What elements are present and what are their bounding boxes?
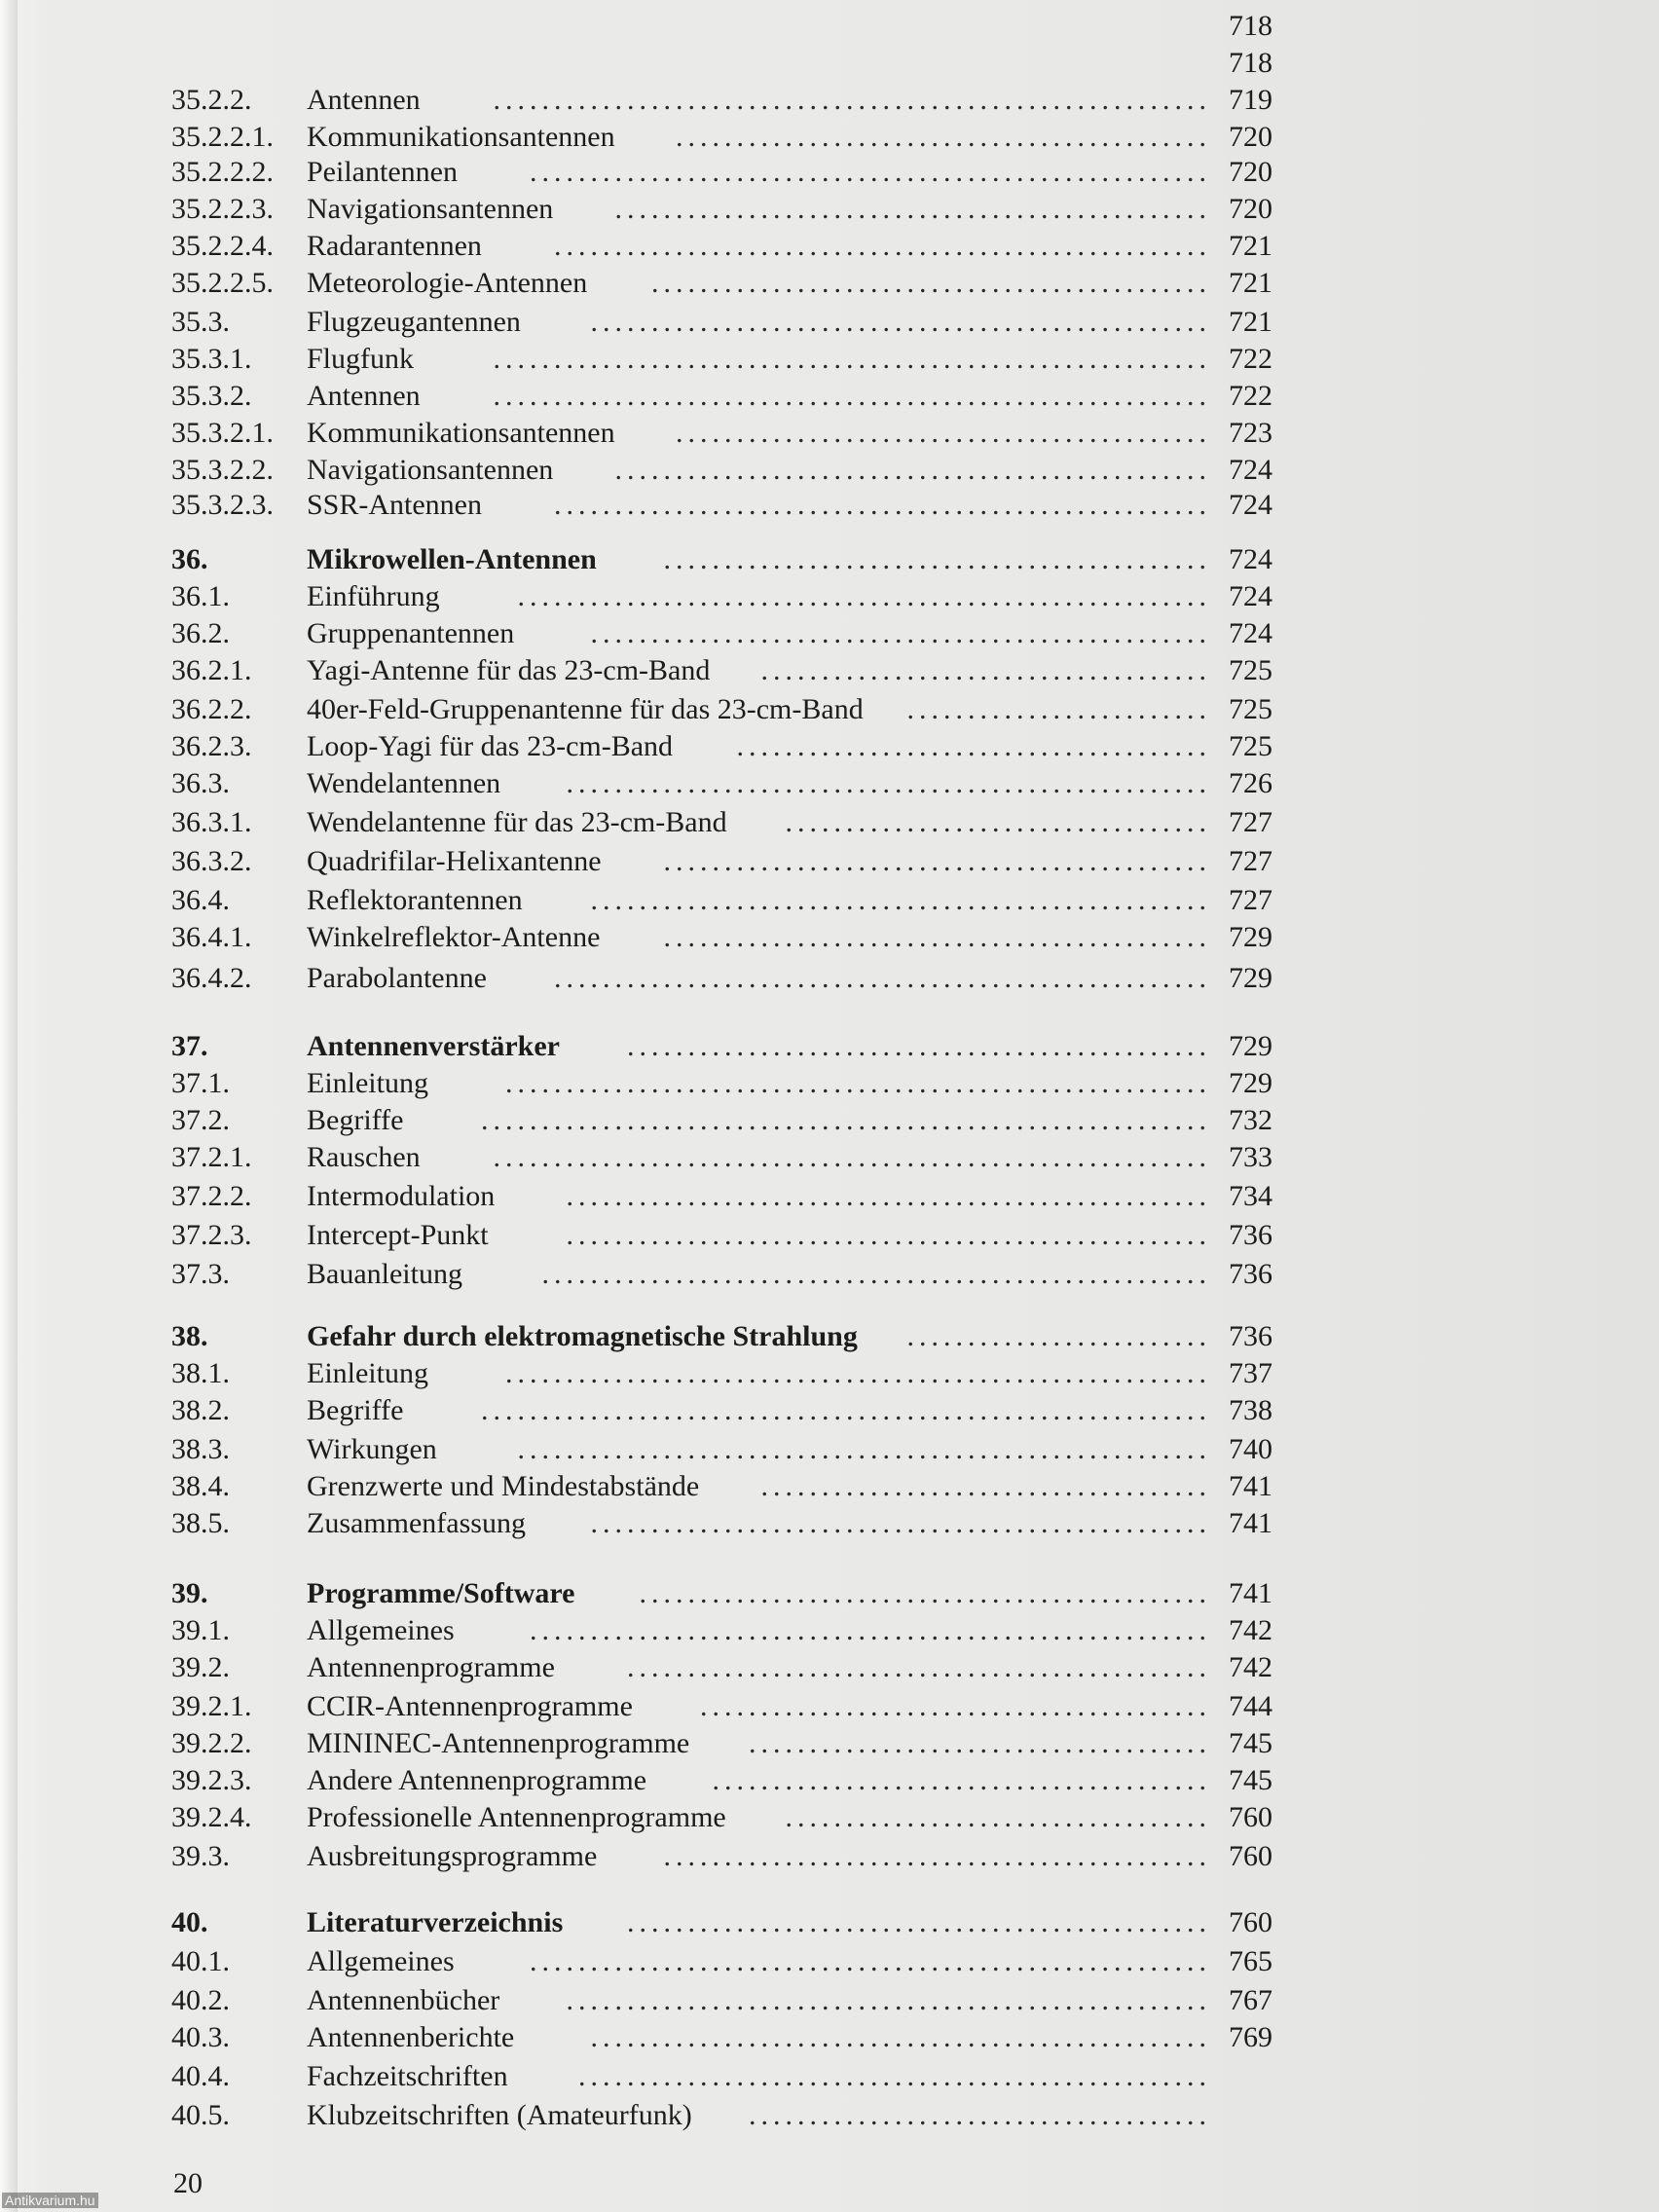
toc-entry-page: 767 (1229, 1984, 1272, 2016)
toc-chapter-entry (0, 1318, 1659, 1355)
toc-entry-number: 36.4. (171, 884, 230, 916)
toc-entry-number: 35.3.2.3. (171, 489, 274, 521)
toc-entry (0, 2019, 1659, 2056)
toc-entry-number: 39.2.1. (171, 1690, 252, 1722)
toc-entry-page: 721 (1229, 267, 1272, 299)
toc-entry (0, 1799, 1659, 1836)
leader-dots: ............................................................ (481, 1394, 1211, 1426)
toc-entry-page: 724 (1229, 543, 1272, 575)
toc-entry-page: 724 (1229, 580, 1272, 612)
toc-entry-page: 721 (1229, 306, 1272, 338)
toc-entry-page: 729 (1229, 1067, 1272, 1099)
toc-entry-number: 36.2. (171, 617, 230, 649)
toc-entry-number: 36.2.2. (171, 693, 252, 725)
toc-entry-page: 741 (1229, 1470, 1272, 1502)
toc-entry-page: 722 (1229, 380, 1272, 412)
toc-entry-number: 40.4. (171, 2060, 230, 2092)
leader-dots: ..................................................... (566, 767, 1211, 799)
toc-entry (0, 1468, 1659, 1505)
toc-entry (0, 1838, 1659, 1875)
toc-entry-number: 37.3. (171, 1258, 230, 1290)
toc-entry (0, 415, 1659, 452)
toc-entry (0, 691, 1659, 728)
leader-dots: ........................................................ (530, 1945, 1211, 1977)
leader-dots: ....................................... (736, 730, 1211, 762)
toc-entry-number: 36. (171, 543, 208, 575)
leader-dots: ...................................... (749, 1727, 1211, 1759)
toc-entry-page: 742 (1229, 1651, 1272, 1683)
toc-entry-title: Wirkungen (307, 1433, 437, 1465)
toc-entry-number: 40.1. (171, 1945, 230, 1977)
leader-dots: ................................................... (590, 884, 1211, 916)
toc-entry-title: Quadrifilar-Helixantenne (307, 845, 602, 877)
toc-entry-title: Antennenprogramme (307, 1651, 555, 1683)
toc-entry-title: 40er-Feld-Gruppenantenne für das 23-cm-Band (307, 693, 864, 725)
toc-entry-page: 721 (1229, 230, 1272, 262)
toc-entry-title: Flugfunk (307, 343, 415, 375)
toc-entry-title: Begriffe (307, 1394, 404, 1426)
toc-entry-page: 720 (1229, 156, 1272, 188)
toc-entry-number: 39. (171, 1577, 208, 1609)
toc-entry-number: 35.2.2.4. (171, 230, 274, 262)
toc-entry-number: 36.4.2. (171, 962, 252, 994)
leader-dots: ......................................... (712, 1764, 1211, 1796)
toc-entry-title: Begriffe (307, 1104, 404, 1136)
leader-dots: ................................... (785, 1801, 1211, 1833)
toc-entry (0, 882, 1659, 919)
leader-dots: ......................... (906, 693, 1211, 725)
toc-entry-title: Loop-Yagi für das 23-cm-Band (307, 730, 674, 762)
toc-entry-page: 744 (1229, 1690, 1272, 1722)
leader-dots: ..................................... (760, 1470, 1211, 1502)
toc-entry-title: Professionelle Antennenprogramme (307, 1801, 726, 1833)
leader-dots: ................................................ (627, 1030, 1211, 1062)
toc-entry-page: 742 (1229, 1614, 1272, 1646)
toc-entry (0, 154, 1659, 191)
toc-entry-page: 724 (1229, 489, 1272, 521)
toc-entry-page: 722 (1229, 343, 1272, 375)
toc-entry (0, 1505, 1659, 1542)
toc-entry (0, 1178, 1659, 1215)
toc-entry-page: 727 (1229, 806, 1272, 838)
toc-entry-title: Gruppenantennen (307, 617, 515, 649)
toc-entry (0, 1725, 1659, 1762)
toc-entry-number: 35.2.2.1. (171, 121, 274, 153)
toc-entry-page: 734 (1229, 1180, 1272, 1212)
leader-dots: ....................................................... (541, 1258, 1211, 1290)
toc-entry-number: 36.4.1. (171, 921, 252, 953)
toc-entry-number: 35.3.2. (171, 380, 252, 412)
toc-entry-number: 35.3.1. (171, 343, 252, 375)
toc-entry-number: 39.2.2. (171, 1727, 252, 1759)
leader-dots: ...................................................... (554, 230, 1211, 262)
leader-dots: ............................................. (663, 845, 1211, 877)
leader-dots: ................................... (785, 806, 1211, 838)
toc-entry-number: 36.3.1. (171, 806, 252, 838)
toc-entry-title: Antennenbücher (307, 1984, 500, 2016)
toc-entry-title: Radarantennen (307, 230, 482, 262)
toc-entry-title: Einleitung (307, 1067, 428, 1099)
toc-entry (0, 304, 1659, 341)
toc-entry-page: 724 (1229, 617, 1272, 649)
toc-entry-page: 760 (1229, 1801, 1272, 1833)
toc-entry-page: 727 (1229, 845, 1272, 877)
toc-entry-number: 35.2.2.2. (171, 156, 274, 188)
toc-entry-page: 729 (1229, 962, 1272, 994)
toc-entry (0, 1612, 1659, 1649)
leader-dots: ......................... (906, 1320, 1211, 1352)
toc-chapter-entry (0, 1028, 1659, 1065)
leader-dots: ................................................. (614, 454, 1211, 486)
toc-entry-number: 36.3.2. (171, 845, 252, 877)
toc-entry-title: Intermodulation (307, 1180, 496, 1212)
toc-entry-number: 35.3.2.2. (171, 454, 274, 486)
toc-entry-title: Antennen (307, 84, 421, 116)
toc-entry (0, 843, 1659, 880)
toc-entry (0, 1392, 1659, 1429)
leader-dots: ................................................ (627, 1906, 1211, 1938)
toc-entry-number: 38.3. (171, 1433, 230, 1465)
toc-entry-title: Andere Antennenprogramme (307, 1764, 647, 1796)
leader-dots: ......................................................... (517, 580, 1211, 612)
leader-dots: ...................................................... (554, 962, 1211, 994)
toc-entry-page: 738 (1229, 1394, 1272, 1426)
toc-entry (0, 1431, 1659, 1468)
toc-entry (0, 1102, 1659, 1139)
page-folio: 20 (173, 2167, 203, 2199)
toc-entry-number: 37.2.3. (171, 1219, 252, 1251)
leader-dots: ..................................................... (566, 1180, 1211, 1212)
toc-entry-title: Navigationsantennen (307, 454, 554, 486)
toc-entry-page: 740 (1229, 1433, 1272, 1465)
leader-dots: ...................................................... (554, 489, 1211, 521)
leader-dots: ............................................................ (481, 1104, 1211, 1136)
toc-entry-page: 720 (1229, 193, 1272, 225)
toc-entry-title: Antennenberichte (307, 2021, 515, 2053)
toc-entry-page: 736 (1229, 1320, 1272, 1352)
leader-dots: ............................................. (663, 543, 1211, 575)
toc-entry (0, 1139, 1659, 1176)
toc-entry-title: Peilantennen (307, 156, 458, 188)
toc-entry (0, 919, 1659, 956)
toc-entry-title: Klubzeitschriften (Amateurfunk) (307, 2099, 692, 2131)
toc-entry (0, 119, 1659, 156)
toc-entry-number: 39.2.3. (171, 1764, 252, 1796)
toc-entry (0, 615, 1659, 652)
toc-entry-title: Mikrowellen-Antennen (307, 543, 597, 575)
toc-entry-page: 736 (1229, 1258, 1272, 1290)
toc-entry-title: Flugzeugantennen (307, 306, 521, 338)
toc-entry (0, 804, 1659, 841)
toc-entry-number: 40.5. (171, 2099, 230, 2131)
leader-dots: ........................................................... (493, 380, 1211, 412)
toc-entry-number: 35.2.2.3. (171, 193, 274, 225)
leader-dots: ................................................... (590, 1507, 1211, 1539)
leader-dots: ........................................................... (493, 1141, 1211, 1173)
toc-entry-number: 36.3. (171, 767, 230, 799)
toc-entry-page: 724 (1229, 454, 1272, 486)
toc-entry-title: Antennenverstärker (307, 1030, 560, 1062)
leader-dots: .............................................. (651, 267, 1211, 299)
toc-entry (0, 1688, 1659, 1725)
toc-entry-title: CCIR-Antennenprogramme (307, 1690, 633, 1722)
toc-entry-page: 732 (1229, 1104, 1272, 1136)
toc-entry-title: MININEC-Antennenprogramme (307, 1727, 690, 1759)
toc-entry (0, 728, 1659, 765)
toc-entry-page: 733 (1229, 1141, 1272, 1173)
toc-entry-number: 37. (171, 1030, 208, 1062)
page-number-top-2: 718 (1229, 47, 1272, 79)
toc-entry-number: 35.2.2. (171, 84, 252, 116)
leader-dots: ............................................ (676, 121, 1211, 153)
toc-entry-page: 726 (1229, 767, 1272, 799)
toc-chapter-entry (0, 1904, 1659, 1941)
toc-entry-title: Gefahr durch elektromagnetische Strahlung (307, 1320, 858, 1352)
toc-entry-number: 39.2.4. (171, 1801, 252, 1833)
toc-entry (0, 452, 1659, 489)
toc-entry-page: 725 (1229, 654, 1272, 686)
toc-entry-title: Einleitung (307, 1357, 428, 1389)
toc-entry-page: 765 (1229, 1945, 1272, 1977)
toc-entry (0, 578, 1659, 615)
toc-entry-number: 37.2. (171, 1104, 230, 1136)
toc-entry-number: 36.1. (171, 580, 230, 612)
watermark: Antikvarium.hu (2, 2193, 98, 2208)
toc-chapter-entry (0, 1575, 1659, 1612)
toc-entry-page: 727 (1229, 884, 1272, 916)
toc-entry (0, 765, 1659, 802)
toc-entry-title: Winkelreflektor-Antenne (307, 921, 601, 953)
toc-entry-page: 736 (1229, 1219, 1272, 1251)
toc-entry-page: 741 (1229, 1577, 1272, 1609)
toc-entry-title: Reflektorantennen (307, 884, 523, 916)
toc-entry (0, 2097, 1659, 2134)
toc-entry-title: Kommunikationsantennen (307, 121, 615, 153)
toc-entry-number: 37.1. (171, 1067, 230, 1099)
toc-entry (0, 191, 1659, 228)
toc-entry-page: 745 (1229, 1764, 1272, 1796)
toc-entry (0, 1762, 1659, 1799)
toc-entry-number: 38.1. (171, 1357, 230, 1389)
toc-entry-number: 39.3. (171, 1840, 230, 1872)
toc-entry-number: 35.3. (171, 306, 230, 338)
leader-dots: ..................................................... (566, 1984, 1211, 2016)
toc-entry-title: Zusammenfassung (307, 1507, 526, 1539)
toc-entry (0, 82, 1659, 119)
toc-entry-number: 35.3.2.1. (171, 417, 274, 449)
toc-entry-title: Fachzeitschriften (307, 2060, 508, 2092)
toc-entry (0, 265, 1659, 302)
toc-entry (0, 228, 1659, 265)
toc-entry-page: 769 (1229, 2021, 1272, 2053)
toc-entry-title: Intercept-Punkt (307, 1219, 489, 1251)
leader-dots: ............................................... (639, 1577, 1211, 1609)
toc-entry-title: Meteorologie-Antennen (307, 267, 588, 299)
toc-entry-title: Parabolantenne (307, 962, 487, 994)
toc-entry (0, 1982, 1659, 2019)
toc-entry-title: SSR-Antennen (307, 489, 482, 521)
toc-entry-page: 760 (1229, 1906, 1272, 1938)
toc-entry-page: 729 (1229, 921, 1272, 953)
toc-entry (0, 1065, 1659, 1102)
toc-entry-title: Bauanleitung (307, 1258, 462, 1290)
toc-entry-page: 760 (1229, 1840, 1272, 1872)
toc-entry-title: Wendelantennen (307, 767, 501, 799)
toc-entry (0, 341, 1659, 378)
toc-entry-title: Navigationsantennen (307, 193, 554, 225)
leader-dots: ................................................. (614, 193, 1211, 225)
toc-entry-number: 38.2. (171, 1394, 230, 1426)
leader-dots: ................................................... (590, 306, 1211, 338)
toc-entry-number: 40.3. (171, 2021, 230, 2053)
leader-dots: ........................................................... (493, 84, 1211, 116)
toc-entry-title: Allgemeines (307, 1614, 455, 1646)
toc-entry-number: 38.5. (171, 1507, 230, 1539)
toc-entry-title: Ausbreitungsprogramme (307, 1840, 598, 1872)
leader-dots: ..................................... (760, 654, 1211, 686)
toc-entry-page: 719 (1229, 84, 1272, 116)
toc-entry-number: 36.2.1. (171, 654, 252, 686)
toc-entry-title: Literaturverzeichnis (307, 1906, 564, 1938)
toc-entry-page: 745 (1229, 1727, 1272, 1759)
toc-entry-title: Wendelantenne für das 23-cm-Band (307, 806, 727, 838)
toc-entry-number: 40.2. (171, 1984, 230, 2016)
toc-entry-number: 37.2.1. (171, 1141, 252, 1173)
toc-entry-title: Antennen (307, 380, 421, 412)
leader-dots: ................................................... (590, 617, 1211, 649)
leader-dots: ..................................................... (566, 1219, 1211, 1251)
toc-entry-number: 35.2.2.5. (171, 267, 274, 299)
leader-dots: ........................................................ (530, 156, 1211, 188)
toc-entry-title: Kommunikationsantennen (307, 417, 615, 449)
toc-entry (0, 1256, 1659, 1293)
leader-dots: ............................................. (663, 1840, 1211, 1872)
leader-dots: ................................................... (590, 2021, 1211, 2053)
leader-dots: .......................................................... (505, 1067, 1211, 1099)
leader-dots: ........................................................... (493, 343, 1211, 375)
toc-chapter-entry (0, 541, 1659, 578)
toc-entry-title: Yagi-Antenne für das 23-cm-Band (307, 654, 711, 686)
toc-entry-page: 720 (1229, 121, 1272, 153)
toc-entry-title: Rauschen (307, 1141, 421, 1173)
toc-entry-number: 38.4. (171, 1470, 230, 1502)
leader-dots: ........................................................ (530, 1614, 1211, 1646)
toc-entry-page: 741 (1229, 1507, 1272, 1539)
toc-entry (0, 1943, 1659, 1980)
page-number-top-1: 718 (1229, 10, 1272, 42)
toc-entry-title: Programme/Software (307, 1577, 575, 1609)
leader-dots: .......................................... (700, 1690, 1211, 1722)
toc-entry (0, 652, 1659, 689)
toc-entry-title: Allgemeines (307, 1945, 455, 1977)
toc-entry-number: 40. (171, 1906, 208, 1938)
leader-dots: ...................................... (749, 2099, 1211, 2131)
toc-entry (0, 1217, 1659, 1254)
leader-dots: ......................................................... (517, 1433, 1211, 1465)
toc-entry (0, 1355, 1659, 1392)
toc-entry (0, 2058, 1659, 2095)
toc-entry (0, 960, 1659, 997)
toc-entry-number: 36.2.3. (171, 730, 252, 762)
toc-entry-title: Einführung (307, 580, 440, 612)
toc-entry (0, 378, 1659, 415)
toc-entry-page: 723 (1229, 417, 1272, 449)
toc-entry-number: 37.2.2. (171, 1180, 252, 1212)
toc-entry-number: 39.1. (171, 1614, 230, 1646)
toc-entry-number: 39.2. (171, 1651, 230, 1683)
toc-entry-page: 737 (1229, 1357, 1272, 1389)
leader-dots: ............................................. (663, 921, 1211, 953)
leader-dots: .................................................... (578, 2060, 1211, 2092)
leader-dots: ................................................ (627, 1651, 1211, 1683)
toc-entry (0, 487, 1659, 524)
toc-entry-title: Grenzwerte und Mindestabstände (307, 1470, 700, 1502)
toc-entry-page: 729 (1229, 1030, 1272, 1062)
toc-entry-page: 725 (1229, 693, 1272, 725)
toc-entry-page: 725 (1229, 730, 1272, 762)
leader-dots: ............................................ (676, 417, 1211, 449)
leader-dots: .......................................................... (505, 1357, 1211, 1389)
toc-entry (0, 1649, 1659, 1686)
toc-entry-number: 38. (171, 1320, 208, 1352)
